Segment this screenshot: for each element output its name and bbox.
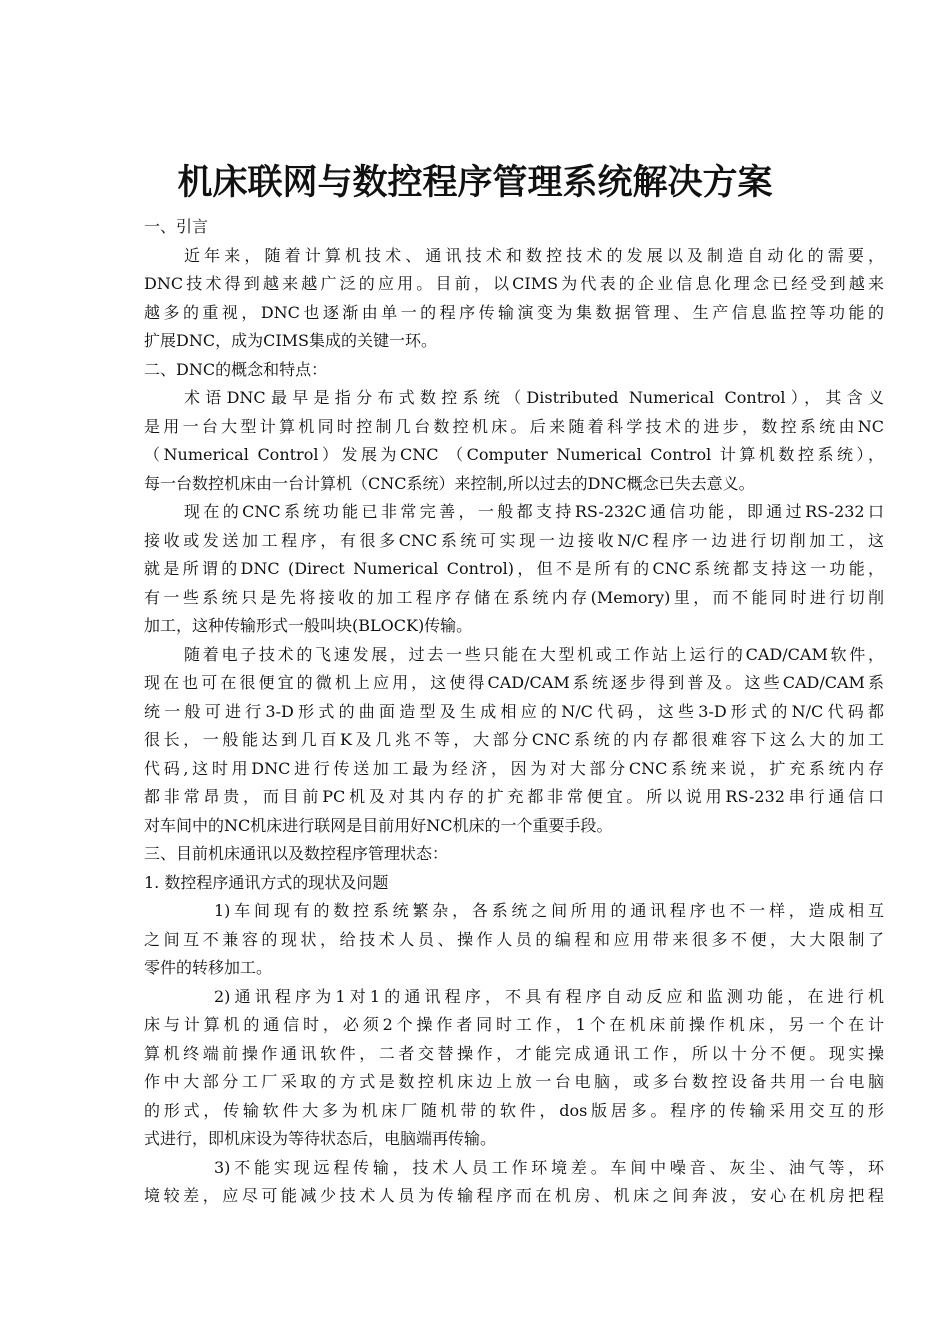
document-body: [144, 213, 884, 1211]
paragraph-line: 式进行，即机床设为等待状态后，电脑端再传输。: [144, 1129, 497, 1148]
paragraph-line: 有一些系统只是先将接收的加工程序存储在系统内存(Memory)里，而不能同时进行切削: [144, 587, 884, 607]
paragraph-line: 算机终端前操作通讯软件，二者交替操作，才能完成通讯工作，所以十分不便。现实操: [144, 1043, 884, 1063]
paragraph-line: 零件的转移加工。: [144, 958, 273, 977]
paragraph-line: 现在也可在很便宜的微机上应用，这使得CAD/CAM系统逐步得到普及。这些CAD/CAM系: [144, 673, 884, 692]
paragraph-line: 就是所谓的DNC (Direct Numerical Control)，但不是所有的CNC系统都支持这一功能，: [144, 559, 884, 578]
paragraph-line: 近年来，随着计算机技术、通讯技术和数控技术的发展以及制造自动化的需要，: [184, 245, 884, 265]
paragraph-line: 作中大部分工厂采取的方式是数控机床边上放一台电脑，或多台数控设备共用一台电脑: [144, 1072, 884, 1091]
paragraph-line: （Numerical Control）发展为CNC （Computer Numerical Control 计算机数控系统），: [144, 445, 884, 464]
paragraph-line: 是用一台大型计算机同时控制几台数控机床。后来随着科学技术的进步，数控系统由NC: [144, 416, 884, 436]
paragraph-line: DNC技术得到越来越广泛的应用。目前，以CIMS为代表的企业信息化理念已经受到越来: [144, 274, 884, 293]
section-heading-current-status: 三、目前机床通讯以及数控程序管理状态：: [144, 844, 449, 863]
paragraph-line: 对车间中的NC机床进行联网是目前用好NC机床的一个重要手段。: [144, 815, 613, 835]
section-heading-introduction: 一、引言: [144, 217, 209, 236]
paragraph-line: 3)不能实现远程传输，技术人员工作环境差。车间中噪音、灰尘、油气等，环: [214, 1157, 884, 1177]
paragraph-line: 1)车间现有的数控系统繁杂，各系统之间所用的通讯程序也不一样，造成相互: [214, 901, 884, 920]
paragraph-line: 现在的CNC系统功能已非常完善，一般都支持RS-232C通信功能，即通过RS-232口: [184, 502, 884, 521]
paragraph-line: 的形式，传输软件大多为机床厂随机带的软件，dos版居多。程序的传输采用交互的形: [144, 1100, 884, 1120]
paragraph-line: 代码,这时用DNC进行传送加工最为经济，因为对大部分CNC系统来说，扩充系统内存: [144, 758, 884, 778]
paragraph-line: 加工，这种传输形式一般叫块(BLOCK)传输。: [144, 616, 473, 635]
paragraph-line: 床与计算机的通信时，必须2个操作者同时工作，1个在机床前操作机床，另一个在计: [144, 1015, 884, 1034]
paragraph-line: 扩展DNC，成为CIMS集成的关键一环。: [144, 331, 437, 350]
paragraph-line: 术语DNC最早是指分布式数控系统（Distributed Numerical Control），其含义: [184, 388, 884, 407]
paragraph-line: 2)通讯程序为1对1的通讯程序，不具有程序自动反应和监测功能，在进行机: [214, 986, 884, 1006]
paragraph-line: 随着电子技术的飞速发展，过去一些只能在大型机或工作站上运行的CAD/CAM软件，: [184, 644, 884, 664]
paragraph-line: 每一台数控机床由一台计算机（CNC系统）来控制,所以过去的DNC概念已失去意义。: [144, 473, 755, 493]
section-heading-dnc-concept: 二、DNC的概念和特点：: [144, 359, 328, 379]
paragraph-line: 都非常昂贵，而目前PC机及对其内存的扩充都非常便宜。所以说用RS-232串行通信口: [144, 787, 884, 806]
subsection-heading: 1. 数控程序通讯方式的现状及问题: [144, 872, 389, 892]
paragraph-line: 统一般可进行3-D形式的曲面造型及生成相应的N/C代码，这些3-D形式的N/C代码都: [144, 701, 884, 721]
paragraph-line: 很长，一般能达到几百K及几兆不等，大部分CNC系统的内存都很难容下这么大的加工: [144, 730, 884, 749]
paragraph-line: 境较差，应尽可能减少技术人员为传输程序而在机房、机床之间奔波，安心在机房把程: [144, 1186, 884, 1205]
paragraph-line: 越多的重视，DNC也逐渐由单一的程序传输演变为集数据管理、生产信息监控等功能的: [144, 302, 884, 322]
document-title: 机床联网与数控程序管理系统解决方案: [177, 162, 773, 203]
paragraph-line: 之间互不兼容的现状，给技术人员、操作人员的编程和应用带来很多不便，大大限制了: [144, 929, 884, 949]
paragraph-line: 接收或发送加工程序，有很多CNC系统可实现一边接收N/C程序一边进行切削加工，这: [144, 530, 884, 550]
